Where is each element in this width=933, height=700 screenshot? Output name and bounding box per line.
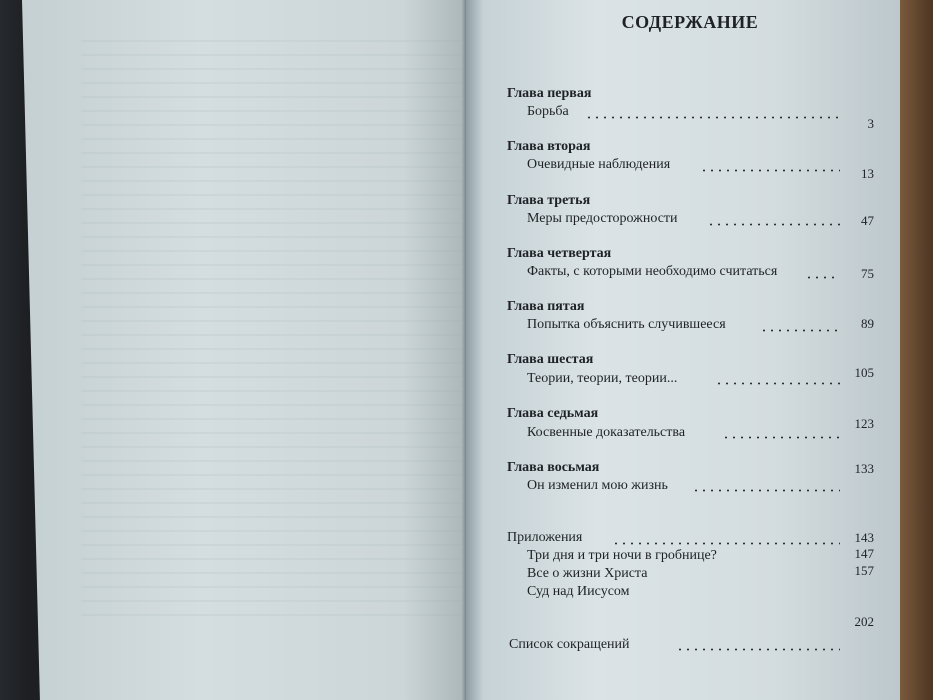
leader-dots xyxy=(707,223,840,226)
page-number: 75 xyxy=(861,266,874,281)
chapter-title: Он изменил мою жизнь xyxy=(527,478,668,493)
leader-dots xyxy=(715,382,840,385)
chapter-label: Глава шестая xyxy=(507,352,594,367)
chapter-label: Глава седьмая xyxy=(507,406,599,421)
leader-dots xyxy=(676,648,840,651)
leader-dots xyxy=(585,116,840,119)
page-number: 133 xyxy=(854,461,874,476)
page-number: 202 xyxy=(854,614,874,629)
chapter-title: Косвенные доказательства xyxy=(527,425,686,440)
leader-dots xyxy=(722,436,840,439)
left-page xyxy=(22,0,470,700)
chapter-title: Теории, теории, теории... xyxy=(527,371,678,386)
chapter-title: Борьба xyxy=(527,104,569,119)
chapter-title: Факты, с которыми необходимо считаться xyxy=(527,264,778,279)
page-number: 89 xyxy=(861,316,874,331)
book-cover-edge xyxy=(900,0,933,700)
page-number: 147 xyxy=(854,546,874,561)
appendix-item: Три дня и три ночи в гробнице? xyxy=(527,548,717,563)
chapter-label: Глава третья xyxy=(507,193,591,208)
page-number: 47 xyxy=(861,213,874,228)
show-through-text xyxy=(82,40,462,620)
chapter-label: Глава восьмая xyxy=(507,460,600,475)
chapter-label: Глава вторая xyxy=(507,139,591,154)
chapter-title: Очевидные наблюдения xyxy=(527,157,671,172)
page-number: 143 xyxy=(854,530,874,545)
page-number: 3 xyxy=(867,116,874,131)
page-number: 123 xyxy=(854,416,874,431)
page-number: 105 xyxy=(854,365,874,380)
chapter-title: Меры предосторожности xyxy=(527,211,678,226)
appendix-item: Суд над Иисусом xyxy=(527,584,630,599)
page-number: 157 xyxy=(854,563,874,578)
toc-heading: СОДЕРЖАНИЕ xyxy=(621,12,759,32)
leader-dots xyxy=(700,169,840,172)
leader-dots xyxy=(612,542,840,545)
appendix-item: Все о жизни Христа xyxy=(527,566,648,581)
page-number: 13 xyxy=(861,166,874,181)
leader-dots xyxy=(692,489,840,492)
abbrev-label: Список сокращений xyxy=(509,637,630,652)
chapter-label: Глава четвертая xyxy=(507,246,612,261)
appendix-label: Приложения xyxy=(507,530,583,545)
chapter-title: Попытка объяснить случившееся xyxy=(527,317,726,332)
chapter-label: Глава первая xyxy=(507,86,592,101)
chapter-label: Глава пятая xyxy=(507,299,585,314)
leader-dots xyxy=(760,329,840,332)
